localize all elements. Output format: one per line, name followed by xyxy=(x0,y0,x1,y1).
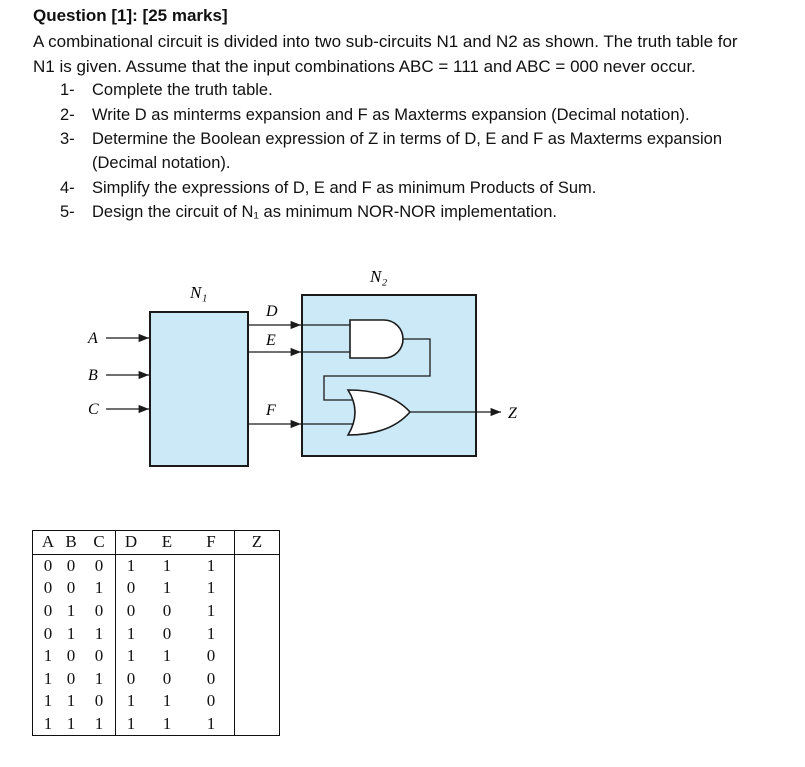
cell-b: 1 xyxy=(66,601,76,621)
cell-z xyxy=(235,622,280,645)
cell-e: 1 xyxy=(162,578,172,598)
cell-z xyxy=(235,577,280,600)
signal-label-d: D xyxy=(266,303,278,320)
cell-c: 0 xyxy=(94,601,104,621)
cell-z xyxy=(235,690,280,713)
task-number: 5- xyxy=(60,203,75,221)
cell-z xyxy=(235,668,280,691)
cell-b: 1 xyxy=(66,691,76,711)
cell-f: 0 xyxy=(206,691,216,711)
cell-a: 1 xyxy=(43,668,53,688)
cell-c: 1 xyxy=(94,623,104,643)
header-e: E xyxy=(161,532,173,552)
cell-b: 1 xyxy=(66,714,76,734)
cell-d: 1 xyxy=(116,645,147,668)
signal-label-f: F xyxy=(266,402,276,419)
cell-z xyxy=(235,554,280,577)
header-f: F xyxy=(206,532,216,552)
subcircuit-n1-label: N₁ xyxy=(190,283,208,302)
task-text: Determine the Boolean expression of Z in terms of D, E and F as Maxterms expansion xyxy=(92,130,723,148)
cell-z xyxy=(235,713,280,736)
truth-table xyxy=(32,530,280,736)
cell-e: 1 xyxy=(162,714,172,734)
cell-e: 1 xyxy=(162,646,172,666)
cell-c: 0 xyxy=(94,646,104,666)
question-title: Question [1]: [25 marks] xyxy=(33,6,228,25)
cell-c: 1 xyxy=(94,714,104,734)
cell-f: 1 xyxy=(206,714,216,734)
truth-table-row xyxy=(33,577,280,600)
header-z: Z xyxy=(235,531,280,555)
cell-b: 0 xyxy=(66,555,76,575)
task-text: Write D as minterms expansion and F as Maxterms expansion (Decimal notation). xyxy=(92,106,690,124)
cell-b: 0 xyxy=(66,668,76,688)
input-label-b: B xyxy=(88,367,98,384)
cell-a: 1 xyxy=(43,691,53,711)
truth-table-row xyxy=(33,554,280,577)
header-a: A xyxy=(41,532,55,552)
cell-d: 1 xyxy=(116,622,147,645)
cell-f: 1 xyxy=(206,601,216,621)
cell-a: 0 xyxy=(43,623,53,643)
truth-table-row xyxy=(33,713,280,736)
cell-b: 0 xyxy=(66,646,76,666)
cell-b: 1 xyxy=(66,623,76,643)
cell-c: 1 xyxy=(94,578,104,598)
cell-d: 1 xyxy=(116,554,147,577)
cell-f: 1 xyxy=(206,623,216,643)
truth-table-row xyxy=(33,668,280,691)
truth-table-row xyxy=(33,690,280,713)
input-label-a: A xyxy=(88,330,98,347)
cell-a: 0 xyxy=(43,578,53,598)
cell-c: 0 xyxy=(94,691,104,711)
subcircuit-n1-block xyxy=(150,312,248,466)
task-number: 4- xyxy=(60,179,75,197)
cell-e: 0 xyxy=(162,623,172,643)
and-gate-icon xyxy=(350,320,403,358)
truth-table-row xyxy=(33,645,280,668)
output-label-z: Z xyxy=(508,405,517,422)
cell-d: 1 xyxy=(116,690,147,713)
task-text: Simplify the expressions of D, E and F as minimum Products of Sum. xyxy=(92,179,597,197)
task-text: Complete the truth table. xyxy=(92,81,273,99)
task-number: 3- xyxy=(60,130,75,148)
cell-d: 0 xyxy=(116,668,147,691)
cell-f: 0 xyxy=(206,646,216,666)
question-intro-line-1: A combinational circuit is divided into two sub-circuits N1 and N2 as shown. The truth table for xyxy=(33,32,738,51)
task-text: Design the circuit of N₁ as minimum NOR-NOR implementation. xyxy=(92,203,557,221)
question-intro-line-2: N1 is given. Assume that the input combinations ABC = 111 and ABC = 000 never occur. xyxy=(33,57,696,76)
truth-table-header-row xyxy=(33,531,280,555)
cell-d: 1 xyxy=(116,713,147,736)
header-b: B xyxy=(65,532,77,552)
input-label-c: C xyxy=(88,401,99,418)
header-d: D xyxy=(116,531,147,555)
cell-e: 0 xyxy=(162,601,172,621)
cell-d: 0 xyxy=(116,577,147,600)
truth-table-row xyxy=(33,622,280,645)
cell-f: 0 xyxy=(206,668,216,688)
cell-z xyxy=(235,645,280,668)
subcircuit-n2-label: N₂ xyxy=(370,267,388,286)
task-number: 1- xyxy=(60,81,75,99)
cell-z xyxy=(235,600,280,623)
cell-c: 1 xyxy=(94,668,104,688)
cell-e: 0 xyxy=(162,668,172,688)
cell-a: 1 xyxy=(43,714,53,734)
cell-f: 1 xyxy=(206,555,216,575)
truth-table-row xyxy=(33,600,280,623)
task-number: 2- xyxy=(60,106,75,124)
cell-d: 0 xyxy=(116,600,147,623)
cell-a: 0 xyxy=(43,555,53,575)
cell-e: 1 xyxy=(162,555,172,575)
header-c: C xyxy=(93,532,105,552)
signal-label-e: E xyxy=(266,332,276,349)
cell-f: 1 xyxy=(206,578,216,598)
cell-e: 1 xyxy=(162,691,172,711)
task-item-3-continuation: (Decimal notation). xyxy=(92,154,231,172)
cell-b: 0 xyxy=(66,578,76,598)
cell-a: 1 xyxy=(43,646,53,666)
cell-a: 0 xyxy=(43,601,53,621)
cell-c: 0 xyxy=(94,555,104,575)
